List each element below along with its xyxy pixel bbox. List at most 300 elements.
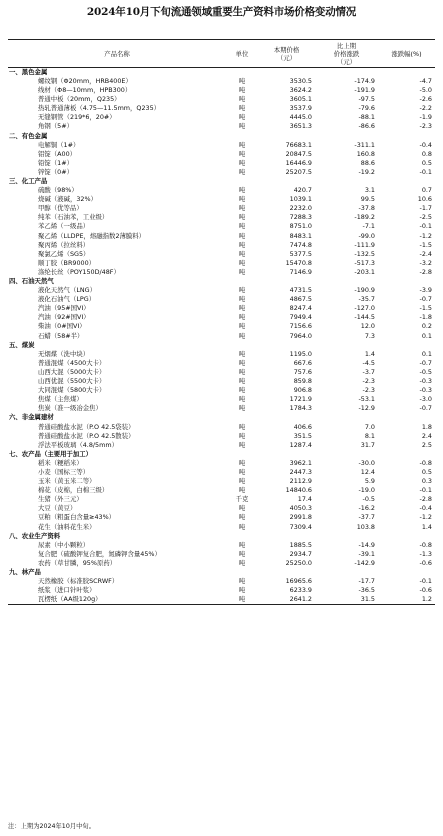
unit-cell: 吨	[238, 95, 246, 104]
unit-cell: 吨	[238, 240, 246, 249]
pct-cell: -0.3	[419, 386, 432, 395]
unit-cell: 吨	[238, 395, 246, 404]
change-cell: 12.0	[360, 322, 375, 331]
product-name: 纯苯（石油苯，工业级）	[38, 213, 109, 222]
pct-cell: 1.8	[421, 422, 432, 431]
section-title: 八、农业生产资料	[9, 531, 61, 540]
section-title: 七、农产品（主要用于加工）	[9, 449, 93, 458]
pct-cell: -1.2	[419, 513, 432, 522]
table-row	[8, 404, 435, 413]
table-row	[8, 559, 435, 568]
product-name: 大同混煤（5800大卡）	[38, 386, 106, 395]
section-row	[8, 413, 435, 422]
price-cell: 14840.6	[285, 486, 312, 495]
change-cell: 3.1	[364, 186, 375, 195]
product-name: 线材（Φ8—10mm，HPB300）	[38, 86, 132, 95]
section-row	[8, 277, 435, 286]
pct-cell: -0.1	[419, 486, 432, 495]
pct-cell: 2.5	[421, 440, 432, 449]
unit-cell: 吨	[238, 358, 246, 367]
price-cell: 5377.5	[289, 249, 312, 258]
table-header-row	[8, 40, 435, 68]
pct-cell: 0.7	[421, 186, 432, 195]
table-row	[8, 268, 435, 277]
price-cell: 2447.3	[289, 467, 312, 476]
price-cell: 2232.0	[289, 204, 312, 213]
product-name: 普通中板（20mm，Q235）	[38, 95, 121, 104]
unit-cell: 吨	[238, 295, 246, 304]
pct-cell: -1.2	[419, 231, 432, 240]
price-cell: 1885.5	[289, 540, 312, 549]
change-cell: -39.1	[358, 549, 375, 558]
table-row	[8, 577, 435, 586]
pct-cell: 2.4	[421, 431, 432, 440]
table-row	[8, 149, 435, 158]
change-cell: -19.2	[358, 167, 375, 176]
product-name: 热轧普通薄板（4.75—11.5mm，Q235）	[38, 104, 161, 113]
product-name: 柴油（0#国VI）	[38, 322, 86, 331]
price-cell: 16446.9	[285, 158, 312, 167]
change-cell: -132.5	[354, 249, 375, 258]
table-row	[8, 95, 435, 104]
product-name: 复合肥（硫酸钾复合肥，氮磷钾含量45%）	[38, 549, 161, 558]
change-cell: 12.4	[360, 467, 375, 476]
product-name: 玉米（黄玉米二等）	[38, 477, 96, 486]
change-cell: 7.0	[364, 422, 375, 431]
unit-cell: 吨	[238, 467, 246, 476]
change-cell: -37.7	[358, 513, 375, 522]
table-row	[8, 86, 435, 95]
change-cell: -37.8	[358, 204, 375, 213]
unit-cell: 吨	[238, 477, 246, 486]
pct-cell: -5.0	[419, 86, 432, 95]
price-cell: 6233.9	[289, 586, 312, 595]
product-name: 液化石油气（LPG）	[38, 295, 96, 304]
price-cell: 1784.3	[289, 404, 312, 413]
unit-cell: 吨	[238, 204, 246, 213]
product-name: 涤纶长丝（POY150D/48F）	[38, 267, 120, 276]
header-unit: 单位	[226, 40, 258, 68]
pct-cell: 0.5	[421, 467, 432, 476]
pct-cell: 0.3	[421, 477, 432, 486]
price-cell: 7474.8	[289, 240, 312, 249]
unit-cell: 吨	[238, 586, 246, 595]
product-name: 角钢（5#）	[38, 122, 73, 131]
pct-cell: -4.7	[419, 76, 432, 85]
change-cell: -189.2	[354, 213, 375, 222]
section-row	[8, 568, 435, 577]
price-cell: 420.7	[293, 186, 312, 195]
change-cell: -111.9	[354, 240, 375, 249]
product-name: 天然橡胶（标准胶SCRWF）	[38, 577, 119, 586]
table-row	[8, 459, 435, 468]
change-cell: -19.0	[358, 486, 375, 495]
table-row	[8, 540, 435, 549]
change-cell: 160.8	[356, 149, 375, 158]
unit-cell: 吨	[238, 549, 246, 558]
table-row	[8, 168, 435, 177]
pct-cell: -0.6	[419, 586, 432, 595]
table-row	[8, 395, 435, 404]
table-row	[8, 322, 435, 331]
table-row	[8, 195, 435, 204]
pct-cell: 0.1	[421, 331, 432, 340]
product-name: 顺丁胶（BR9000）	[38, 258, 96, 267]
change-cell: 103.8	[356, 522, 375, 531]
unit-cell: 吨	[238, 122, 246, 131]
unit-cell: 吨	[238, 513, 246, 522]
unit-cell: 吨	[238, 186, 246, 195]
unit-cell: 吨	[238, 540, 246, 549]
price-cell: 20847.5	[285, 149, 312, 158]
pct-cell: -0.8	[419, 540, 432, 549]
change-cell: 7.3	[364, 331, 375, 340]
table-row	[8, 249, 435, 258]
header-product: 产品名称	[8, 40, 226, 68]
pct-cell: -0.4	[419, 140, 432, 149]
unit-cell: 吨	[238, 440, 246, 449]
unit-cell: 吨	[238, 231, 246, 240]
change-cell: -144.5	[354, 313, 375, 322]
price-cell: 17.4	[297, 495, 312, 504]
pct-cell: 0.2	[421, 322, 432, 331]
price-cell: 3537.9	[289, 104, 312, 113]
table-row	[8, 286, 435, 295]
pct-cell: -2.8	[419, 495, 432, 504]
table-row	[8, 495, 435, 504]
price-cell: 8483.1	[289, 231, 312, 240]
change-cell: -2.3	[362, 386, 375, 395]
table-row	[8, 595, 435, 604]
unit-cell: 吨	[238, 213, 246, 222]
page-title: 2024年10月下旬流通领域重要生产资料市场价格变动情况	[86, 6, 357, 18]
change-cell: -35.7	[358, 295, 375, 304]
section-row	[8, 340, 435, 349]
price-cell: 1039.1	[289, 195, 312, 204]
header-change: 比上期 价格涨跌 （元）	[315, 40, 378, 68]
change-cell: -0.5	[362, 495, 375, 504]
table-row	[8, 349, 435, 358]
product-name: 烧碱（液碱，32%）	[38, 195, 97, 204]
product-name: 山西大混（5000大卡）	[38, 367, 106, 376]
change-cell: 1.4	[364, 349, 375, 358]
pct-cell: 0.8	[421, 149, 432, 158]
pct-cell: -2.6	[419, 95, 432, 104]
pct-cell: -0.1	[419, 222, 432, 231]
unit-cell: 吨	[238, 504, 246, 513]
change-cell: -2.3	[362, 377, 375, 386]
change-cell: 88.6	[360, 158, 375, 167]
price-cell: 4050.3	[289, 504, 312, 513]
change-cell: -88.1	[358, 113, 375, 122]
price-cell: 406.6	[293, 422, 312, 431]
header-price: 本期价格 （元）	[258, 40, 315, 68]
table-row	[8, 122, 435, 131]
price-cell: 4731.5	[289, 286, 312, 295]
change-cell: -16.2	[358, 504, 375, 513]
price-cell: 3624.2	[289, 86, 312, 95]
product-name: 苯乙烯（一级品）	[38, 222, 90, 231]
price-cell: 8751.0	[289, 222, 312, 231]
table-row	[8, 104, 435, 113]
change-cell: -142.9	[354, 558, 375, 567]
pct-cell: -0.1	[419, 167, 432, 176]
unit-cell: 吨	[238, 86, 246, 95]
table-row	[8, 258, 435, 267]
change-cell: -7.1	[362, 222, 375, 231]
change-cell: -127.0	[354, 304, 375, 313]
change-cell: -517.3	[354, 258, 375, 267]
section-title: 五、煤炭	[9, 340, 35, 349]
unit-cell: 吨	[238, 267, 246, 276]
product-name: 聚乙烯（LLDPE，熔融指数2薄膜料）	[38, 231, 146, 240]
pct-cell: -0.4	[419, 504, 432, 513]
change-cell: -99.0	[358, 231, 375, 240]
pct-cell: -3.9	[419, 286, 432, 295]
change-cell: -4.5	[362, 358, 375, 367]
unit-cell: 吨	[238, 458, 246, 467]
product-name: 石蜡（58#半）	[38, 331, 84, 340]
table-row	[8, 486, 435, 495]
change-cell: 31.7	[360, 440, 375, 449]
pct-cell: -2.8	[419, 267, 432, 276]
section-title: 一、黑色金属	[9, 68, 48, 77]
section-row	[8, 449, 435, 458]
table-row	[8, 240, 435, 249]
unit-cell: 吨	[238, 577, 246, 586]
price-table	[8, 39, 435, 605]
price-cell: 76683.1	[285, 140, 312, 149]
unit-cell: 吨	[238, 431, 246, 440]
product-name: 纸浆（进口针叶浆）	[38, 586, 96, 595]
change-cell: 31.5	[315, 595, 378, 604]
price-cell: 16965.6	[285, 577, 312, 586]
header-pct: 涨跌幅(%)	[378, 40, 435, 68]
table-row	[8, 77, 435, 86]
section-title: 六、非金属建材	[9, 413, 54, 422]
pct-cell: -0.6	[419, 558, 432, 567]
pct-cell: 0.5	[421, 158, 432, 167]
table-row	[8, 504, 435, 513]
product-name: 汽油（92#国VI）	[38, 313, 90, 322]
price-cell: 2641.2	[258, 595, 315, 604]
price-cell: 25207.5	[285, 167, 312, 176]
table-row	[8, 386, 435, 395]
table-row	[8, 231, 435, 240]
change-cell: 8.1	[364, 431, 375, 440]
pct-cell: -1.8	[419, 313, 432, 322]
unit-cell: 吨	[238, 258, 246, 267]
unit-cell: 吨	[238, 304, 246, 313]
table-row	[8, 158, 435, 167]
price-cell: 7288.3	[289, 213, 312, 222]
product-name: 小麦（国标三等）	[38, 467, 90, 476]
pct-cell: -2.4	[419, 249, 432, 258]
table-row	[8, 304, 435, 313]
pct-cell: -1.5	[419, 240, 432, 249]
table-row	[8, 522, 435, 531]
unit-cell: 吨	[238, 522, 246, 531]
price-cell: 906.8	[293, 386, 312, 395]
table-row	[8, 140, 435, 149]
price-cell: 859.8	[293, 377, 312, 386]
table-row	[8, 186, 435, 195]
table-row	[8, 377, 435, 386]
change-cell: -86.6	[358, 122, 375, 131]
product-name: 汽油（95#国VI）	[38, 304, 90, 313]
price-cell: 3962.1	[289, 458, 312, 467]
unit-cell: 吨	[238, 249, 246, 258]
product-name: 稻米（粳稻米）	[38, 458, 83, 467]
change-cell: -3.7	[362, 367, 375, 376]
product-name: 普通硅酸盐水泥（P.O 42.5散装）	[38, 431, 135, 440]
section-row	[8, 177, 435, 186]
product-name: 无缝钢管（219*6，20#）	[38, 113, 116, 122]
product-name: 硫酸（98%）	[38, 186, 78, 195]
pct-cell: -0.5	[419, 367, 432, 376]
pct-cell: -2.2	[419, 104, 432, 113]
product-name: 普通混煤（4500大卡）	[38, 358, 106, 367]
unit-cell: 吨	[238, 222, 246, 231]
table-row	[8, 513, 435, 522]
change-cell: -311.1	[354, 140, 375, 149]
product-name: 浮法平板玻璃（4.8/5mm）	[38, 440, 118, 449]
price-cell: 7949.4	[289, 313, 312, 322]
table-row	[8, 368, 435, 377]
table-row	[8, 222, 435, 231]
product-name: 大豆（黄豆）	[38, 504, 77, 513]
change-cell: -203.1	[354, 267, 375, 276]
unit-cell: 吨	[238, 158, 246, 167]
change-cell: -17.7	[358, 577, 375, 586]
pct-cell: -1.9	[419, 113, 432, 122]
price-cell: 7964.0	[289, 331, 312, 340]
unit-cell: 吨	[238, 422, 246, 431]
pct-cell: -0.7	[419, 295, 432, 304]
product-name: 焦炭（准一级冶金焦）	[38, 404, 102, 413]
product-name: 无烟煤（洗中块）	[38, 349, 90, 358]
table-row	[8, 295, 435, 304]
pct-cell: 1.4	[421, 522, 432, 531]
table-row	[8, 359, 435, 368]
product-name: 豆粕（粗蛋白含量≥43%）	[38, 513, 116, 522]
unit-cell: 吨	[238, 331, 246, 340]
product-name: 花生（油料花生米）	[38, 522, 96, 531]
price-cell: 4445.0	[289, 113, 312, 122]
product-name: 焦煤（主焦煤）	[38, 395, 83, 404]
product-name: 电解铜（1#）	[38, 140, 80, 149]
change-cell: -174.9	[354, 76, 375, 85]
unit-cell: 吨	[238, 113, 246, 122]
price-cell: 2934.7	[289, 549, 312, 558]
pct-cell: -2.3	[419, 122, 432, 131]
table-row	[8, 422, 435, 431]
unit-cell: 吨	[238, 76, 246, 85]
footnote: 注：上期为2024年10月中旬。	[8, 823, 96, 830]
unit-cell: 吨	[238, 349, 246, 358]
pct-cell: -0.7	[419, 358, 432, 367]
unit-cell: 吨	[238, 286, 246, 295]
price-cell: 2991.8	[289, 513, 312, 522]
price-cell: 3605.1	[289, 95, 312, 104]
change-cell: -190.9	[354, 286, 375, 295]
table-row	[8, 549, 435, 558]
product-name: 聚氯乙烯（SG5）	[38, 249, 90, 258]
price-cell: 3530.5	[289, 76, 312, 85]
product-name: 棉花（皮棉，白棉三级）	[38, 486, 109, 495]
product-name: 山西优混（5500大卡）	[38, 377, 106, 386]
pct-cell: -0.1	[419, 577, 432, 586]
section-title: 三、化工产品	[9, 176, 48, 185]
price-cell: 667.6	[293, 358, 312, 367]
section-row	[8, 531, 435, 540]
product-name: 甲醇（优等品）	[38, 204, 83, 213]
unit-cell: 吨	[238, 367, 246, 376]
change-cell: 99.5	[360, 195, 375, 204]
price-cell: 7156.6	[289, 322, 312, 331]
unit-cell: 吨	[238, 140, 246, 149]
price-cell: 8247.4	[289, 304, 312, 313]
price-cell: 757.6	[293, 367, 312, 376]
change-cell: -12.9	[358, 404, 375, 413]
change-cell: -14.9	[358, 540, 375, 549]
price-cell: 351.5	[293, 431, 312, 440]
unit-cell: 吨	[238, 377, 246, 386]
pct-cell: -2.5	[419, 213, 432, 222]
pct-cell: -1.3	[419, 549, 432, 558]
table-row	[8, 431, 435, 440]
pct-cell: -3.2	[419, 258, 432, 267]
price-cell: 7146.9	[289, 267, 312, 276]
unit-cell: 吨	[238, 149, 246, 158]
change-cell: -53.1	[358, 395, 375, 404]
table-row	[8, 440, 435, 449]
table-body	[8, 68, 435, 605]
price-cell: 4867.5	[289, 295, 312, 304]
table-row	[8, 468, 435, 477]
product-name: 铅锭（1#）	[38, 158, 73, 167]
product-name: 生猪（外三元）	[38, 495, 83, 504]
unit-cell: 吨	[238, 386, 246, 395]
price-cell: 15470.8	[285, 258, 312, 267]
change-cell: -30.0	[358, 458, 375, 467]
change-cell: -97.5	[358, 95, 375, 104]
pct-cell: -0.8	[419, 458, 432, 467]
product-name: 普通硅酸盐水泥（P.O 42.5袋装）	[38, 422, 135, 431]
unit-cell: 吨	[238, 486, 246, 495]
table-row	[8, 213, 435, 222]
price-cell: 7309.4	[289, 522, 312, 531]
product-name: 尿素（中小颗粒）	[38, 540, 90, 549]
pct-cell: 10.6	[417, 195, 432, 204]
price-cell: 1287.4	[289, 440, 312, 449]
table-row	[8, 586, 435, 595]
product-name: 瓦楞纸（AA级120g）	[8, 595, 226, 604]
unit-cell: 吨	[238, 313, 246, 322]
product-name: 铝锭（A00）	[38, 149, 77, 158]
change-cell: -79.6	[358, 104, 375, 113]
price-cell: 2112.9	[289, 477, 312, 486]
pct-cell: 1.2	[378, 595, 435, 604]
unit-cell: 吨	[226, 595, 258, 604]
price-cell: 1195.0	[289, 349, 312, 358]
unit-cell: 吨	[238, 167, 246, 176]
price-cell: 25250.0	[285, 558, 312, 567]
pct-cell: -3.0	[419, 395, 432, 404]
table-row	[8, 113, 435, 122]
pct-cell: -1.5	[419, 304, 432, 313]
product-name: 螺纹钢（Φ20mm，HRB400E）	[38, 76, 132, 85]
